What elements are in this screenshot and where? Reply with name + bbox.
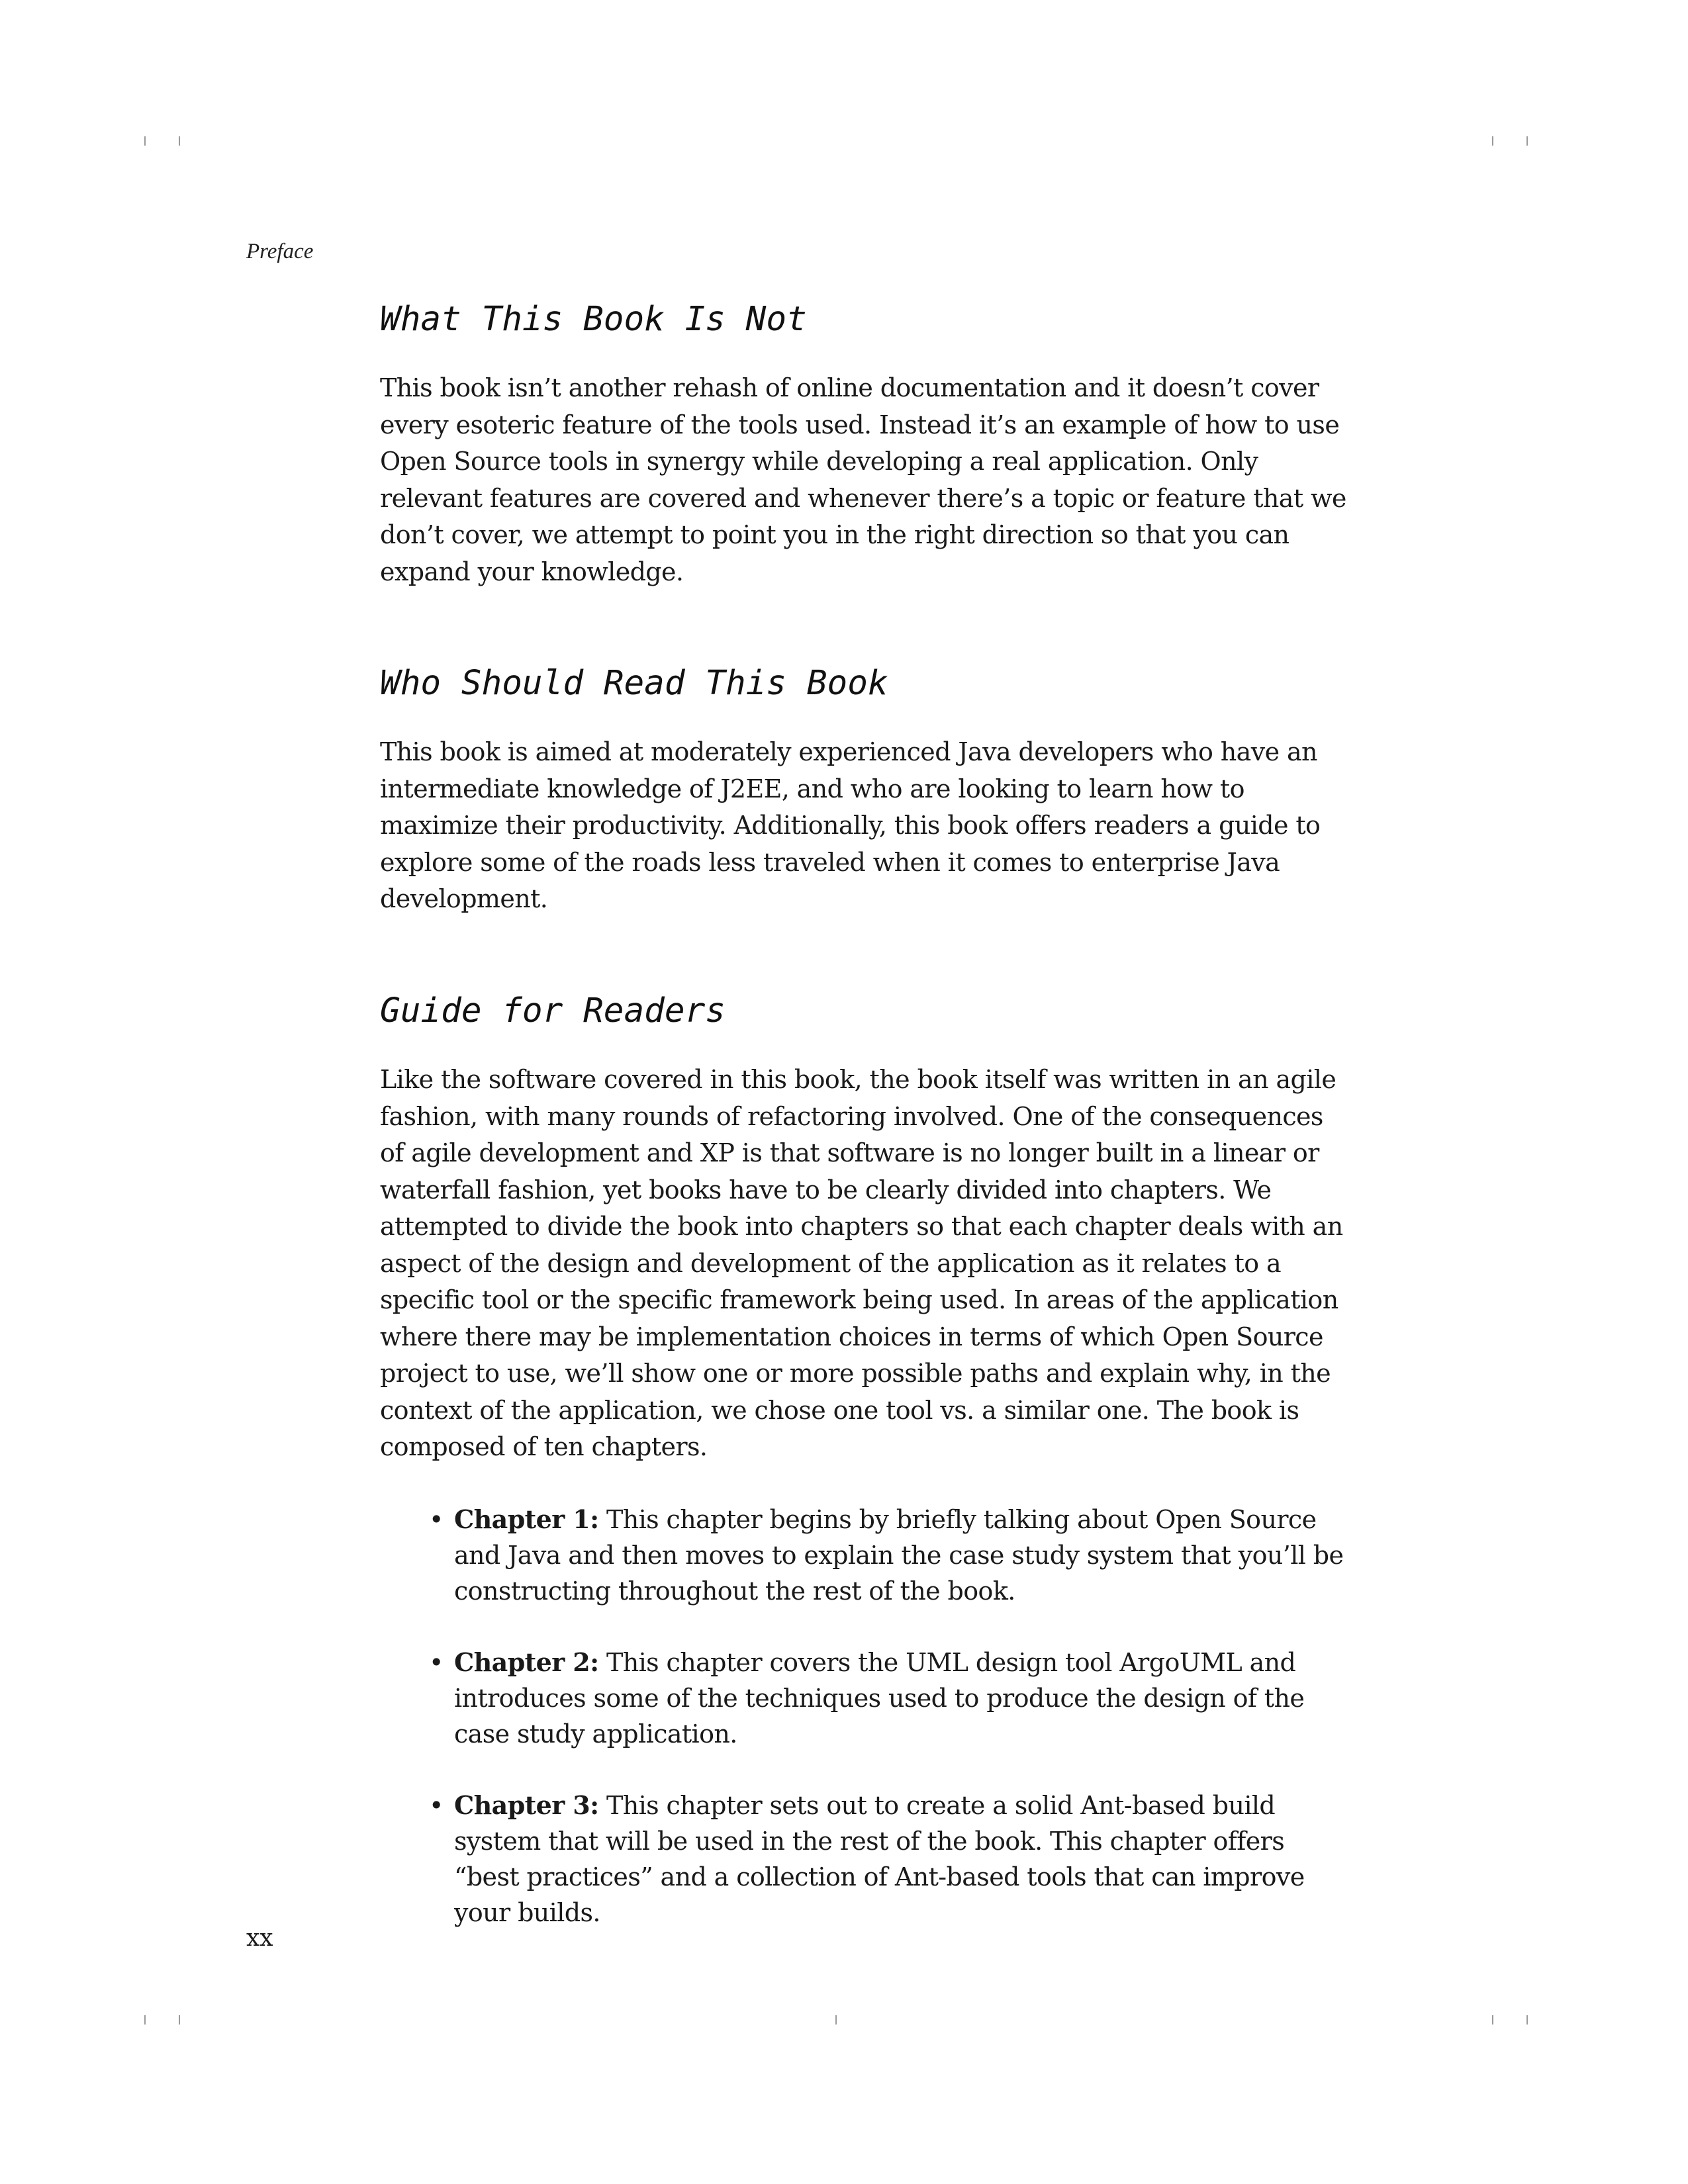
section-guide-for-readers bbox=[380, 991, 1346, 1931]
list-item bbox=[380, 1788, 1346, 1931]
page-content bbox=[380, 299, 1346, 1966]
section-paragraph: This book is aimed at moderately experienced Java developers who have an intermediate knowledge of J2EE, and who are looking to learn how to maximize their productivity. Additionally, this book offers readers a guide to explore some of the roads less traveled when it comes to enterprise Java development. bbox=[380, 737, 1321, 914]
bullet-icon: • bbox=[429, 1504, 444, 1534]
crop-mark bbox=[144, 2015, 146, 2025]
chapter-description: This chapter sets out to create a solid Ant-based build system that will be used in the rest of the book. This chapter offers “best practices” and a collection of Ant-based tools that can improve your builds. bbox=[454, 1790, 1305, 1927]
crop-mark bbox=[1492, 2015, 1493, 2025]
crop-mark bbox=[1526, 136, 1528, 146]
crop-mark bbox=[144, 136, 146, 146]
bullet-icon: • bbox=[429, 1790, 444, 1820]
section-what-this-book-is-not bbox=[380, 299, 1346, 590]
section-paragraph: This book isn’t another rehash of online documentation and it doesn’t cover every esoteric feature of the tools used. Instead it’s an example of how to use Open Source tools in synergy while developing a real application. Only relevant features are covered and whenever there’s a topic or feature that we don’t cover, we attempt to point you in the right direction so that you can expand your knowledge. bbox=[380, 373, 1346, 586]
bullet-icon: • bbox=[429, 1647, 444, 1677]
section-heading: What This Book Is Not bbox=[380, 300, 807, 339]
page-number: xx bbox=[246, 1925, 273, 1952]
section-who-should-read bbox=[380, 663, 1346, 918]
list-item bbox=[380, 1645, 1346, 1752]
chapter-list bbox=[380, 1502, 1346, 1931]
section-heading: Who Should Read This Book bbox=[380, 664, 888, 704]
crop-mark bbox=[1526, 2015, 1528, 2025]
chapter-label: Chapter 2: bbox=[454, 1647, 599, 1677]
section-paragraph: Like the software covered in this book, the book itself was written in an agile fashion, with many rounds of refactoring involved. One of the consequences of agile development and XP is that software is no longer built in a linear or waterfall fashion, yet books have to be clearly divided into chapters. We attempted to divide the book into chapters so that each chapter deals with an aspect of the design and development of the application as it relates to a specific tool or the specific framework being used. In areas of the application where there may be implementation choices in terms of which Open Source project to use, we’ll show one or more possible paths and explain why, in the context of the application, we chose one tool vs. a similar one. The book is composed of ten chapters. bbox=[380, 1065, 1343, 1462]
list-item bbox=[380, 1502, 1346, 1609]
crop-mark bbox=[835, 2015, 837, 2025]
crop-mark bbox=[179, 2015, 180, 2025]
chapter-description: This chapter begins by briefly talking about Open Source and Java and then moves to explain the case study system that you’ll be constructing throughout the rest of the book. bbox=[454, 1504, 1344, 1606]
section-heading: Guide for Readers bbox=[380, 991, 726, 1030]
running-head: Preface bbox=[246, 240, 314, 263]
chapter-label: Chapter 3: bbox=[454, 1790, 599, 1820]
crop-mark bbox=[179, 136, 180, 146]
crop-mark bbox=[1492, 136, 1493, 146]
chapter-description: This chapter covers the UML design tool ArgoUML and introduces some of the techniques used to produce the design of the case study application. bbox=[454, 1647, 1305, 1749]
chapter-label: Chapter 1: bbox=[454, 1504, 599, 1534]
